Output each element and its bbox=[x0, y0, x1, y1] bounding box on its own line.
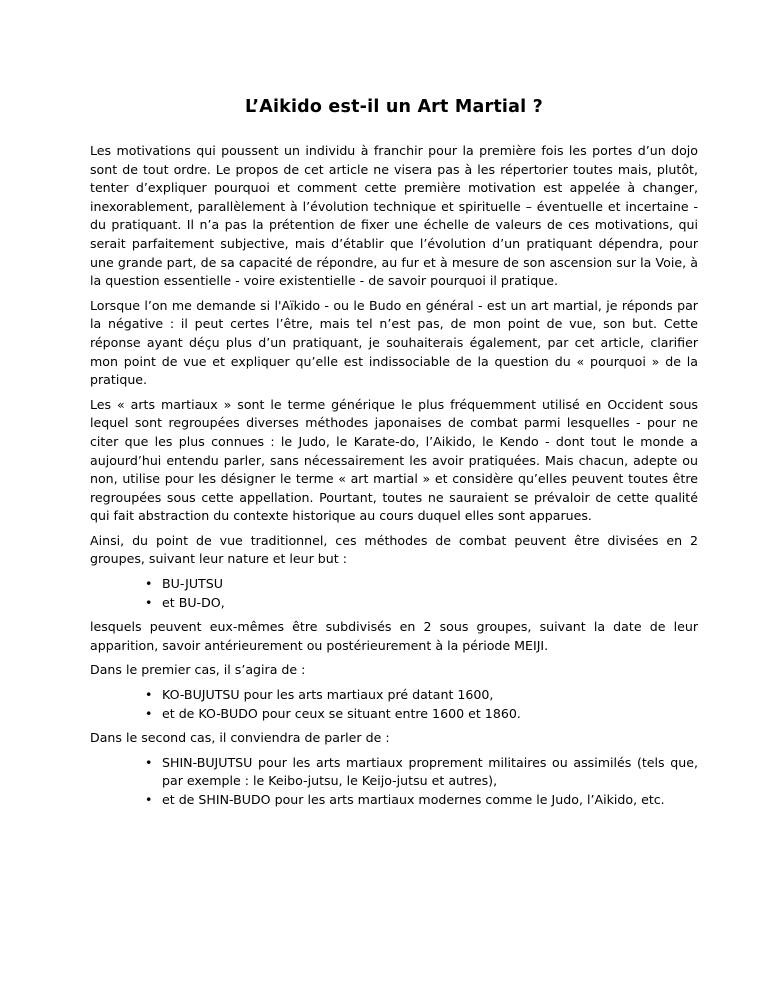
paragraph-art-martial-question: Lorsque l’on me demande si l'Aïkido - ou le Budo en général - est un art martial, je réponds par la négative : il peut certes l’être, mais tel n’est pas, de mon point de vue, son but. Cette réponse ayant déçu plus d’un pratiquant, je souhaiterais également, par cet article, clarifier mon point de vue et expliquer qu’elle est indissociable de la question du « pourquoi » de la pratique. bbox=[90, 297, 698, 388]
second-case-list bbox=[90, 754, 698, 810]
list-item: • et BU-DO, bbox=[162, 594, 698, 613]
list-item: • KO-BUJUTSU pour les arts martiaux pré datant 1600, bbox=[162, 686, 698, 705]
paragraph-first-case: Dans le premier cas, il s’agira de : bbox=[90, 662, 306, 678]
list-item: • et de KO-BUDO pour ceux se situant entre 1600 et 1860. bbox=[162, 705, 698, 724]
paragraph-two-groups: Ainsi, du point de vue traditionnel, ces méthodes de combat peuvent être divisées en 2 groupes, suivant leur nature et leur but : bbox=[90, 532, 698, 567]
paragraph-arts-martiaux-definition: Les « arts martiaux » sont le terme générique le plus fréquemment utilisé en Occident sous lequel sont regroupées diverses méthodes japonaises de combat parmi lesquelles - pour ne citer que les plus connues : le Judo, le Karate-do, l’Aikido, le Kendo - dont tout le monde a aujourd’hui entendu parler, sans nécessairement les avoir pratiquées. Mais chacun, adepte ou non, utilise pour les désigner le terme « art martial » et considère qu’elles peuvent toutes être regroupées sous cette appellation. Pourtant, toutes ne sauraient se prévaloir de cette qualité qui fait abstraction du contexte historique au cours duquel elles sont apparues. bbox=[90, 396, 698, 524]
groups-list bbox=[90, 575, 698, 612]
first-case-list bbox=[90, 686, 698, 723]
paragraph-subgroups: lesquels peuvent eux-mêmes être subdivisés en 2 sous groupes, suivant la date de leur apparition, savoir antérieurement ou postérieurement à la période MEIJI. bbox=[90, 619, 698, 653]
list-item: • BU-JUTSU bbox=[162, 575, 698, 594]
list-item: • et de SHIN-BUDO pour les arts martiaux modernes comme le Judo, l’Aikido, etc. bbox=[162, 791, 698, 810]
article-title: L’Aikido est-il un Art Martial ? bbox=[245, 97, 543, 117]
article-body bbox=[90, 142, 698, 816]
list-item: • SHIN-BUJUTSU pour les arts martiaux proprement militaires ou assimilés (tels que, par exemple : le Keibo-jutsu, le Keijo-jutsu et autres), bbox=[162, 754, 698, 791]
paragraph-second-case: Dans le second cas, il conviendra de parler de : bbox=[90, 730, 390, 746]
paragraph-motivations: Les motivations qui poussent un individu à franchir pour la première fois les portes d’un dojo sont de tout ordre. Le propos de cet article ne visera pas à les répertorier toutes mais, plutôt, tenter d’expliquer pourquoi et comment cette première motivation est appelée à changer, inexorablement, parallèlement à l’évolution technique et spirituelle – éventuelle et incertaine - du pratiquant. Il n’a pas la prétention de fixer une échelle de valeurs de ces motivations, qui serait parfaitement subjective, mais d’établir que l’évolution d’un pratiquant dépendra, pour une grande part, de sa capacité de répondre, au fur et à mesure de son ascension sur la Voie, à la question essentielle - voire existentielle - de savoir pourquoi il pratique. bbox=[90, 143, 698, 289]
